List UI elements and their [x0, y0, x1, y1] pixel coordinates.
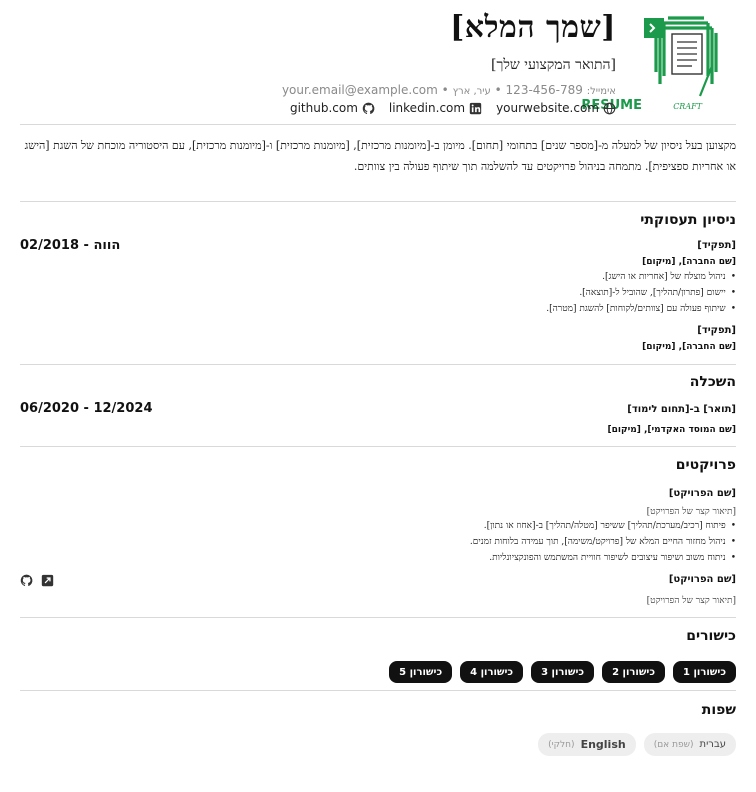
- language-name: עברית: [699, 739, 726, 750]
- profile-summary: מקצוען בעל ניסיון של למעלה מ-[מספר שנים] בתחומי [תחום]. מיומן ב-[מיומנות מרכזית], [מיומנות מרכזית] ו-[מיומנות מרכזית], עם היסטוריה מוכחת של השגת [הישג או אחריות ספציפית]. מתמחה בניהול פרויקטים עד להשלמה תוך שיתוף פעולה בין צוותים.: [24, 139, 736, 173]
- project-links: [20, 572, 54, 585]
- list-item: • ניתוח משוב ושיפור עיצובים לשיפור חוויית המשתמש והפונקציונליות.: [470, 550, 736, 566]
- email-link[interactable]: your.email@example.com: [281, 83, 438, 97]
- github-icon: [362, 102, 375, 115]
- divider: [20, 690, 736, 691]
- language-name: English: [580, 738, 626, 751]
- institution: [שם המוסד האקדמי], [מיקום]: [607, 425, 736, 435]
- divider: [20, 364, 736, 365]
- degree: [תואר] ב-[תחום לימוד]: [627, 404, 736, 415]
- project-name: [שם הפרויקט]: [668, 488, 736, 499]
- divider: [20, 201, 736, 202]
- project-bullets: [470, 518, 736, 566]
- job-company: [שם החברה], [מיקום]: [642, 342, 736, 352]
- language-level: (חלקי): [548, 739, 575, 750]
- languages-section-title: שפות: [701, 702, 736, 718]
- project-github-link[interactable]: [20, 572, 33, 585]
- divider: [20, 446, 736, 447]
- project-description: [תיאור קצר של הפרויקט]: [646, 507, 736, 517]
- languages-list: [538, 733, 736, 756]
- linkedin-link[interactable]: [389, 101, 482, 115]
- logo-text: RESUME: [581, 98, 642, 113]
- project-external-link[interactable]: [41, 572, 54, 585]
- website-label: yourwebsite.com: [496, 101, 599, 115]
- skills-list: [389, 661, 736, 683]
- skill-badge: כישורון 4: [460, 661, 523, 683]
- phone-number[interactable]: 123-456-789: [505, 83, 583, 97]
- skill-badge: כישורון 5: [389, 661, 452, 683]
- project-description: [תיאור קצר של הפרויקט]: [646, 596, 736, 606]
- skills-section-title: כישורים: [686, 628, 736, 644]
- globe-icon: [603, 102, 616, 115]
- language-level: (שפת אם): [653, 739, 694, 750]
- list-item: • יישום [פתרון/תהליך], שהוביל ל-[תוצאה].: [546, 285, 736, 301]
- social-links: [290, 101, 616, 115]
- external-link-icon: [41, 574, 54, 587]
- list-item: • ניהול מחזור החיים המלא של [פרויקט/משימה], תוך עמידה בלוחות זמנים.: [470, 534, 736, 550]
- job-company: [שם החברה], [מיקום]: [642, 257, 736, 267]
- github-icon: [20, 574, 33, 587]
- list-item: • ניהול מוצלח של [אחריות או הישג].: [546, 269, 736, 285]
- projects-section-title: פרויקטים: [675, 457, 736, 473]
- job-title: [תפקיד]: [697, 240, 736, 251]
- website-link[interactable]: [496, 101, 616, 115]
- logo-subtext: CRAFT: [673, 102, 702, 111]
- experience-section-title: ניסיון תעסוקתי: [640, 212, 736, 228]
- education-section-title: השכלה: [689, 374, 736, 390]
- contact-line: your.email@example.com • אימייל: 123-456-789 • עיר, ארץ: [281, 83, 616, 97]
- skill-badge: כישורון 3: [531, 661, 594, 683]
- list-item: • שיתוף פעולה עם [צוותים/לקוחות] להשגת [מטרה].: [546, 301, 736, 317]
- job-bullets: [546, 269, 736, 317]
- skill-badge: כישורון 1: [673, 661, 736, 683]
- project-name: [שם הפרויקט]: [668, 574, 736, 585]
- list-item: • פיתוח [רכיב/מערכת/תהליך] ששיפר [מטלה/תהליך] ב-[אחוז או נתון].: [470, 518, 736, 534]
- github-label: github.com: [289, 101, 358, 115]
- divider: [20, 124, 736, 125]
- location: עיר, ארץ: [452, 86, 491, 97]
- skill-badge: כישורון 2: [602, 661, 665, 683]
- job-title: [תפקיד]: [697, 325, 736, 336]
- language-badge: [644, 733, 736, 756]
- job-date: 02/2018 - הווה: [20, 238, 121, 253]
- linkedin-icon: [469, 102, 482, 115]
- github-link[interactable]: [290, 101, 375, 115]
- resume-header: [0, 0, 756, 124]
- professional-title: [התואר המקצועי שלך]: [491, 57, 616, 73]
- linkedin-label: linkedin.com: [388, 101, 466, 115]
- full-name: [שמך המלא]: [450, 10, 616, 45]
- divider: [20, 617, 736, 618]
- language-badge: [538, 733, 636, 756]
- education-date: 06/2020 - 12/2024: [20, 401, 153, 416]
- email-label: אימייל:: [586, 86, 616, 97]
